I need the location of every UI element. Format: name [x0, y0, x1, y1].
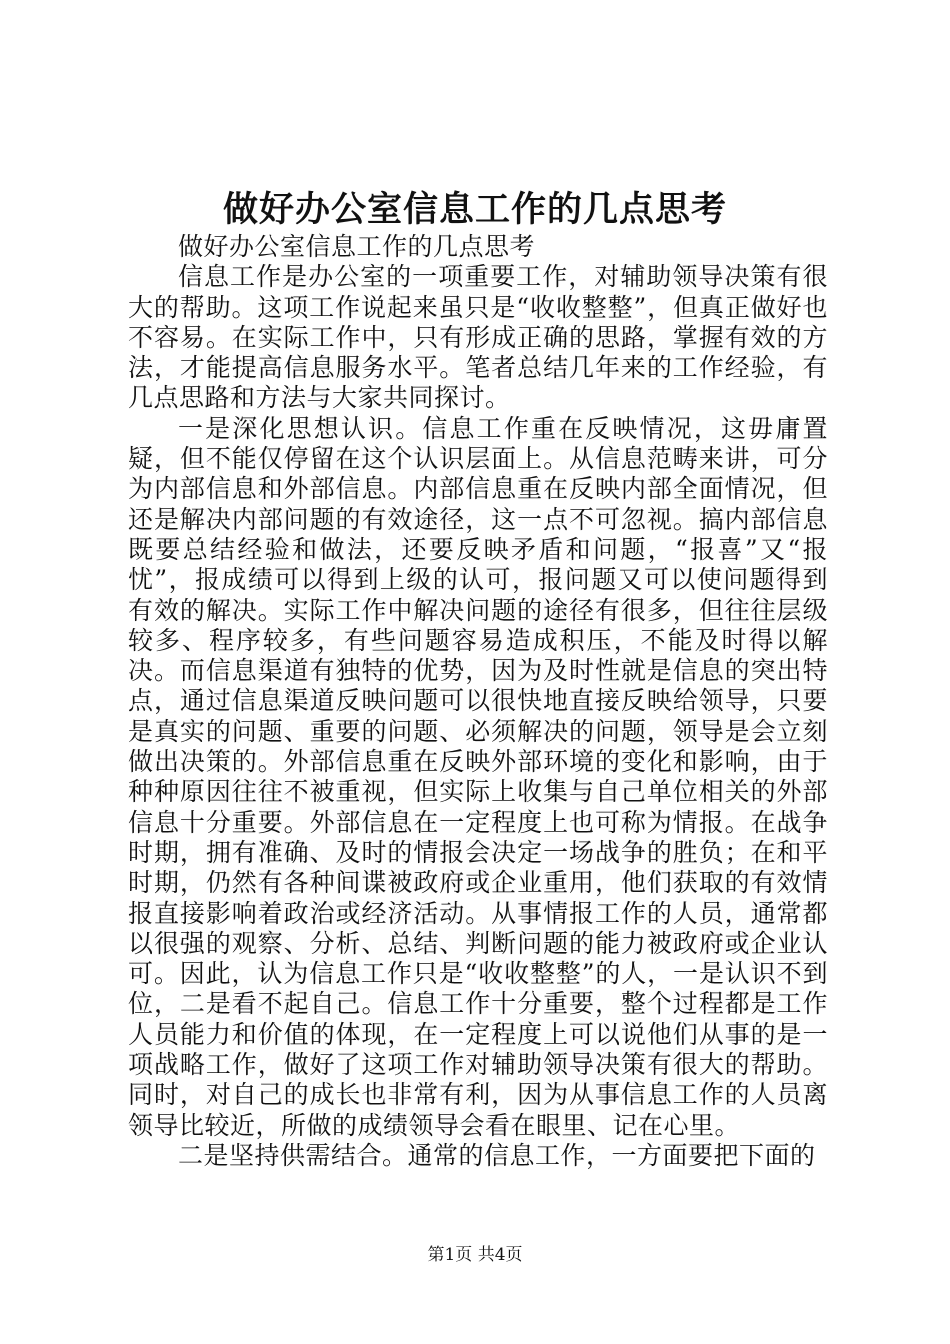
page-footer: 第1页 共4页: [427, 1245, 523, 1265]
document-body: [128, 232, 828, 1171]
paragraph-point-two: 二是坚持供需结合。通常的信息工作，一方面要把下面的: [178, 1140, 816, 1170]
paragraph-point-one: 一是深化思想认识。信息工作重在反映情况，这毋庸置疑，但不能仅停留在这个认识层面上。从信息范畴来讲，可分为内部信息和外部信息。内部信息重在反映内部全面情况，但还是解决内部问题的有效途径，这一点不可忽视。搞内部信息既要总结经验和做法，还要反映矛盾和问题，“报喜”又“报忧”，报成绩可以得到上级的认可，报问题又可以使问题得到有效的解决。实际工作中解决问题的途径有很多，但往往层级较多、程序较多，有些问题容易造成积压，不能及时得以解决。而信息渠道有独特的优势，因为及时性就是信息的突出特点，通过信息渠道反映问题可以很快地直接反映给领导，只要是真实的问题、重要的问题、必须解决的问题，领导是会立刻做出决策的。外部信息重在反映外部环境的变化和影响，由于种种原因往往不被重视，但实际上收集与自己单位相关的外部信息十分重要。外部信息在一定程度上也可称为情报。在战争时期，拥有准确、及时的情报会决定一场战争的胜负；在和平时期，仍然有各种间谍被政府或企业重用，他们获取的有效情报直接影响着政治或经济活动。从事情报工作的人员，通常都以很强的观察、分析、总结、判断问题的能力被政府或企业认可。因此，认为信息工作只是“收收整整”的人，一是认识不到位，二是看不起自己。信息工作十分重要，整个过程都是工作人员能力和价值的体现，在一定程度上可以说他们从事的是一项战略工作，做好了这项工作对辅助领导决策有很大的帮助。同时，对自己的成长也非常有利，因为从事信息工作的人员离领导比较近，所做的成绩领导会看在眼里、记在心里。: [128, 413, 828, 1140]
paragraph-intro: 信息工作是办公室的一项重要工作，对辅助领导决策有很大的帮助。这项工作说起来虽只是“收收整整”，但真正做好也不容易。在实际工作中，只有形成正确的思路，掌握有效的方法，才能提高信息服务水平。笔者总结几年来的工作经验，有几点思路和方法与大家共同探讨。: [128, 262, 828, 413]
document-title: 做好办公室信息工作的几点思考: [222, 189, 727, 230]
document-subtitle: 做好办公室信息工作的几点思考: [178, 232, 536, 261]
